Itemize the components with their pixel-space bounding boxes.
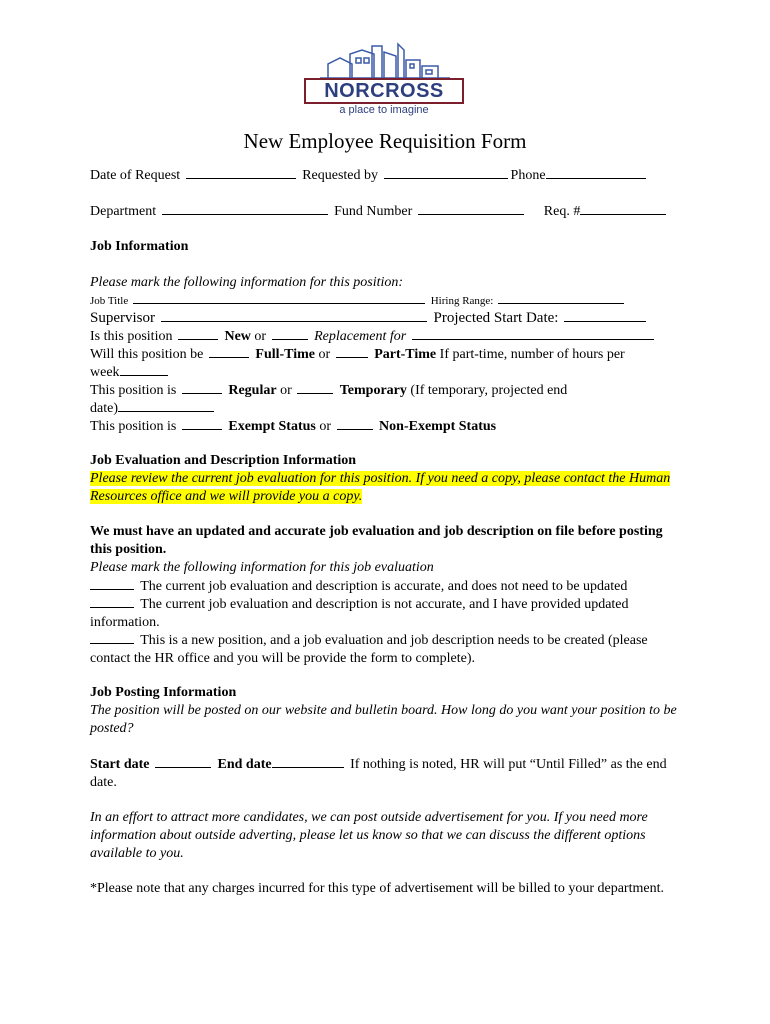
week-row (90, 363, 171, 382)
new-blank[interactable] (178, 327, 218, 340)
phone-label: Phone (510, 168, 546, 183)
job-title-label: Job Title (90, 295, 129, 307)
hours-per-week-field[interactable] (120, 363, 168, 376)
temporary-blank[interactable] (297, 381, 333, 394)
review-notice (90, 470, 682, 506)
requested-by-label: Requested by (302, 168, 379, 183)
job-information-heading: Job Information (90, 239, 189, 254)
job-title-field[interactable] (133, 293, 425, 304)
supervisor-row (90, 309, 649, 327)
exempt-row (90, 417, 496, 436)
or-text: or (319, 419, 332, 434)
phone-field[interactable] (546, 166, 646, 179)
page-title: New Employee Requisition Form (243, 129, 527, 153)
option-3-text: This is a new position, and a job evaluation and job description needs to be created (please contact the HR office and you will be provide the form to complete). (90, 633, 648, 666)
supervisor-label: Supervisor (90, 310, 155, 326)
temporary-note: (If temporary, projected end (410, 383, 568, 398)
job-evaluation-heading: Job Evaluation and Description Information (90, 453, 357, 468)
outside-advertisement-note: In an effort to attract more candidates, we can post outside advertisement for you. If you need more information about outside adverting, please let us know so that we can discuss the different options available to you. (90, 810, 648, 861)
evaluation-option-1 (90, 577, 682, 596)
review-notice-highlight: Please review the current job evaluation for this position. If you need a copy, please contact the Human Resources office and we will provide you a copy. (90, 471, 671, 504)
option-1-blank[interactable] (90, 577, 134, 590)
end-date-field[interactable] (272, 755, 344, 768)
week-label: week (90, 365, 120, 380)
end-date-row (90, 399, 217, 418)
exempt-label: Exempt Status (228, 419, 316, 434)
job-posting-heading: Job Posting Information (90, 685, 237, 700)
part-time-label: Part-Time (374, 347, 437, 362)
will-position-be-label: Will this position be (90, 347, 204, 362)
evaluation-option-2 (90, 595, 682, 632)
exempt-blank[interactable] (182, 417, 222, 430)
or-text: or (254, 329, 267, 344)
replacement-for-label: Replacement for (314, 329, 407, 344)
hiring-range-field[interactable] (498, 293, 624, 304)
evaluation-instruction: Please mark the following information for this job evaluation (90, 560, 434, 575)
supervisor-field[interactable] (161, 309, 427, 322)
new-label: New (224, 329, 251, 344)
posting-question: The position will be posted on our website and bulletin board. How long do you want your position to be posted? (90, 703, 677, 736)
fund-number-label: Fund Number (334, 204, 413, 219)
job-title-row (90, 292, 627, 310)
regular-temporary-row (90, 381, 567, 400)
posting-dates-row (90, 755, 682, 792)
option-1-text: The current job evaluation and description is accurate, and does not need to be updated (140, 579, 628, 594)
option-3-blank[interactable] (90, 631, 134, 644)
req-number-label: Req. # (543, 204, 581, 219)
date-of-request-field[interactable] (186, 166, 296, 179)
is-position-label: Is this position (90, 329, 173, 344)
header-row-1 (90, 166, 649, 185)
this-position-is-label: This position is (90, 419, 177, 434)
time-status-row (90, 345, 625, 364)
regular-label: Regular (228, 383, 277, 398)
option-2-blank[interactable] (90, 595, 134, 608)
full-time-blank[interactable] (209, 345, 249, 358)
projected-start-label: Projected Start Date: (433, 310, 559, 326)
evaluation-option-3 (90, 631, 682, 668)
fund-number-field[interactable] (418, 202, 524, 215)
logo-tagline: a place to imagine (339, 104, 429, 116)
or-text: or (318, 347, 331, 362)
date-of-request-label: Date of Request (90, 168, 181, 183)
this-position-is-label: This position is (90, 383, 177, 398)
header-row-2 (90, 202, 669, 221)
end-date-label: End date (217, 757, 272, 772)
req-number-field[interactable] (580, 202, 666, 215)
full-time-label: Full-Time (255, 347, 316, 362)
option-2-text: The current job evaluation and description is not accurate, and I have provided updated information. (90, 597, 629, 630)
or-text: or (280, 383, 292, 398)
norcross-logo (300, 42, 470, 114)
job-info-instruction: Please mark the following information for this position: (90, 275, 404, 290)
logo-wordmark: NORCROSS (304, 78, 464, 104)
hiring-range-label: Hiring Range: (430, 295, 494, 307)
until-filled-note: If nothing is noted, HR will put “Until Filled” as the end date. (90, 757, 667, 790)
part-time-blank[interactable] (336, 345, 368, 358)
non-exempt-blank[interactable] (337, 417, 373, 430)
department-label: Department (90, 204, 157, 219)
evaluation-requirement: We must have an updated and accurate job evaluation and job description on file before posting this position. (90, 524, 663, 557)
part-time-hours-label: If part-time, number of hours per (439, 347, 625, 362)
projected-end-date-field[interactable] (118, 399, 214, 412)
regular-blank[interactable] (182, 381, 222, 394)
charges-note: *Please note that any charges incurred for this type of advertisement will be billed to your department. (90, 881, 664, 896)
temporary-label: Temporary (339, 383, 407, 398)
replacement-for-field[interactable] (412, 327, 654, 340)
replacement-blank[interactable] (272, 327, 308, 340)
projected-start-field[interactable] (564, 309, 646, 322)
start-date-label: Start date (90, 757, 150, 772)
date-close-label: date) (90, 401, 118, 416)
requested-by-field[interactable] (384, 166, 508, 179)
start-date-field[interactable] (155, 755, 211, 768)
non-exempt-label: Non-Exempt Status (379, 419, 497, 434)
skyline-icon (300, 42, 470, 82)
position-type-row (90, 327, 657, 346)
department-field[interactable] (162, 202, 328, 215)
